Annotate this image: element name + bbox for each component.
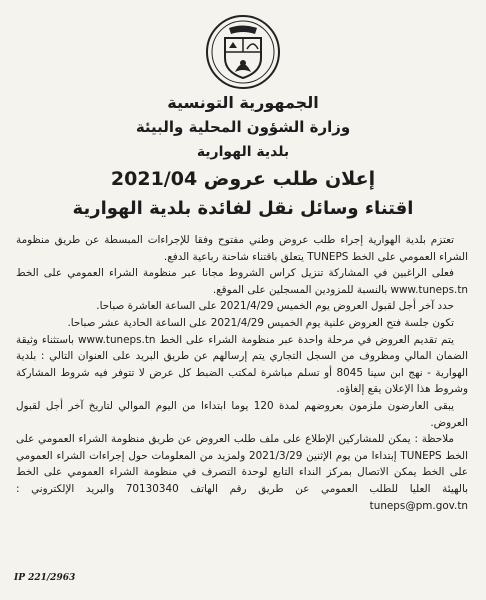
body-paragraph: تكون جلسة فتح العروض علنية يوم الخميس 2021/4/29 على الساعة الحادية عشر صباحا. [67, 316, 454, 329]
body-paragraph: تعتزم بلدية الهوارية إجراء طلب عروض وطني مفتوح وفقا للإجراءات المبسطة عن طريق منظومة الشراء العمومي على الخط TUNEPS يتعلق باقتناء شاحنة رباعية الدفع. [16, 234, 468, 263]
body-paragraph: حدد آخر أجل لقبول العروض يوم الخميس 2021/4/29 على الساعة العاشرة صباحا. [96, 300, 454, 313]
notice-body [16, 232, 468, 514]
notice-title: إعلان طلب عروض 2021/04 [110, 168, 376, 190]
republic-heading: الجمهورية التونسية [167, 93, 319, 112]
body-paragraph: فعلى الراغبين في المشاركة تنزيل كراس الشروط مجانا عبر منظومة الشراء العمومي على الخط www.tuneps.tn بالنسبة للمزودين المسجلين على الموقع. [16, 267, 468, 296]
notice-subject: اقتناء وسائل نقل لفائدة بلدية الهوارية [72, 198, 414, 219]
body-paragraph: يتم تقديم العروض في مرحلة واحدة عبر منظومة الشراء على الخط www.tuneps.tn باستثناء وثيقة الضمان المالي ومظروف من السجل التجاري يتم إرسالهم عن طريق البريد على العنوان التالي : بلدية الهوارية - نهج ابن سينا 8045 أو تسلم مباشرة لمكتب الضبط كل عرض لا تتوفر فيه شروط المشاركة وشروط هذا الإعلان يقع إلغاؤه. [16, 333, 468, 396]
body-paragraph: ملاحظة : يمكن للمشاركين الإطلاع على ملف طلب العروض عن طريق منظومة الشراء العمومي على الخط TUNEPS إبتداءا من يوم الإثنين 2021/3/29 ولمزيد من المعلومات حول إجراءات الشراء العمومي على الخط يمكن الاتصال بمركز النداء التابع لوحدة التصرف في منظومة الشراء العمومي على الخط بالهيئة العليا للطلب العمومي عن طريق رقم الهاتف 70130340 والبريد الإلكتروني : tuneps@pm.gov.tn [16, 433, 468, 512]
body-paragraph: يبقى العارضون ملزمون بعروضهم لمدة 120 يوما ابتداءا من اليوم الموالي لتاريخ آخر أجل لقبول العروض. [16, 399, 468, 429]
municipality-heading: بلدية الهوارية [196, 144, 290, 160]
ministry-heading: وزارة الشؤون المحلية والبيئة [135, 118, 351, 136]
tunisia-coat-of-arms-icon [205, 14, 281, 90]
reference-number: IP 221/2963 [14, 573, 76, 583]
